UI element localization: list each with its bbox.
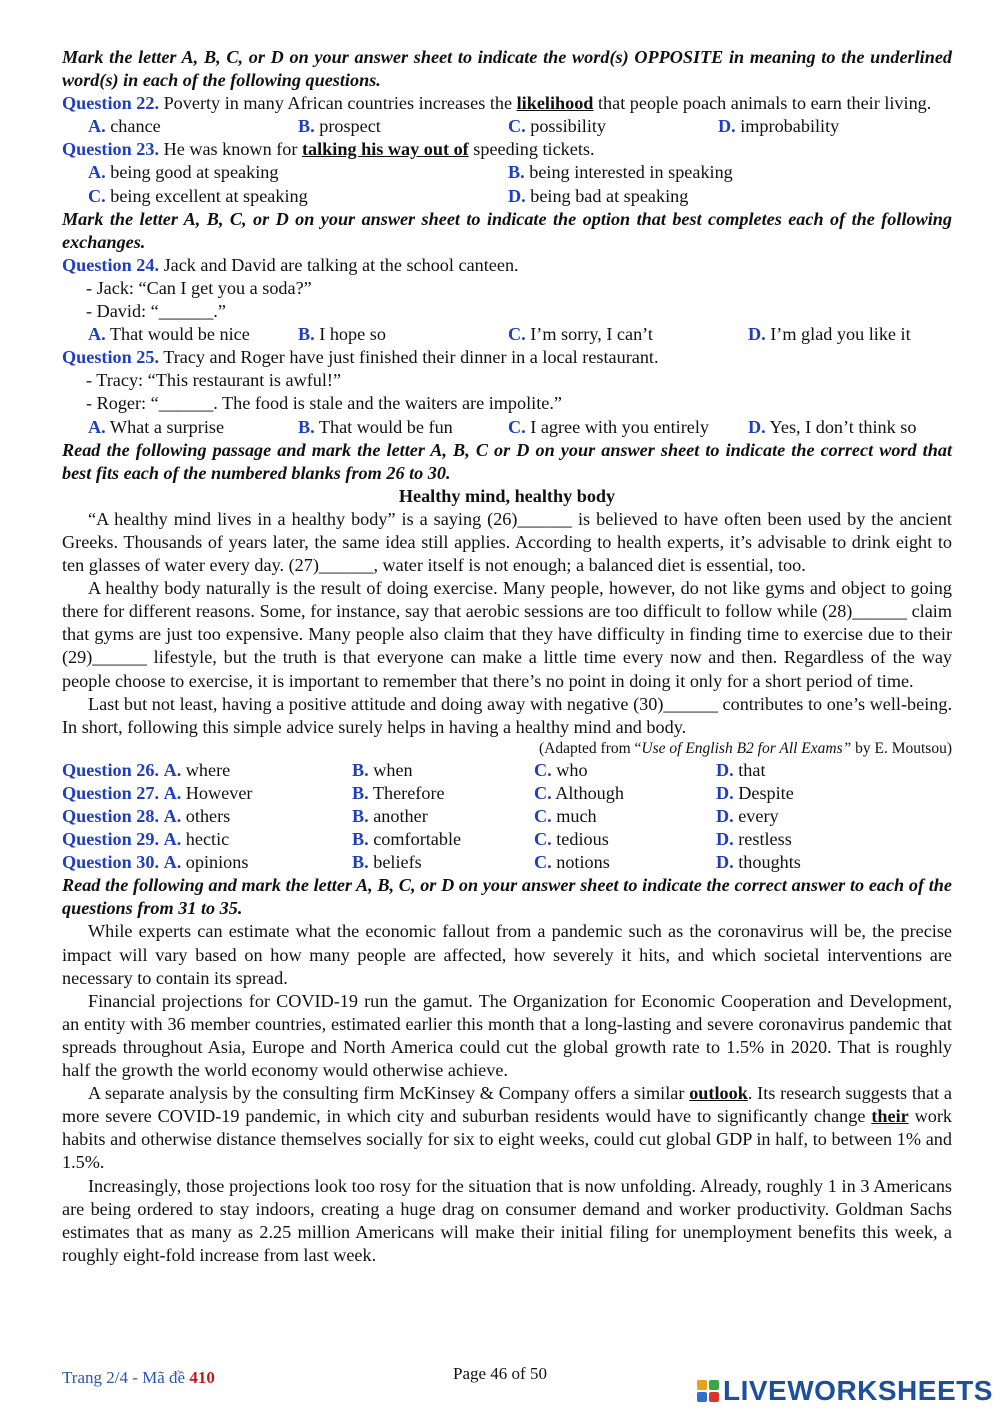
liveworksheets-logo — [697, 1377, 993, 1405]
option-b[interactable]: B. being interested in speaking — [508, 162, 733, 183]
logo-grid-icon — [697, 1380, 719, 1402]
question-23: Question 23. He was known for talking his way out of speeding tickets. — [62, 139, 595, 160]
option-b[interactable]: B. comfortable — [352, 829, 462, 850]
option-b[interactable]: B. prospect — [298, 116, 381, 137]
dialogue-line: - Roger: “______. The food is stale and the waiters are impolite.” — [86, 393, 562, 414]
question-22: Question 22. Poverty in many African countries increases the likelihood that people poach animals to earn their living. — [62, 93, 932, 114]
option-d[interactable]: D. I’m glad you like it — [748, 324, 911, 345]
option-a[interactable]: Question 26. A. where — [62, 759, 231, 780]
passage-paragraph: “A healthy mind lives in a healthy body” is a saying (26)______ is believed to have often been used by the ancient Greeks. Thousands of years later, the same idea still applies. According to health experts, it’s advisable to drink eight to ten glasses of water every day. (27)______, water itself is not enough; a balanced diet is essential, too. — [62, 508, 952, 576]
question-23-options-row1 — [62, 161, 952, 184]
option-d[interactable]: D. that — [716, 759, 766, 780]
passage-paragraph: Financial projections for COVID-19 run the gamut. The Organization for Economic Cooperation and Development, an entity with 36 member countries, estimated earlier this month that a long-lasting and severe coronavirus pandemic that spreads throughout Asia, Europe and North America could cut the global growth rate to 1.5% in 2020. That is roughly half the growth the world economy would otherwise achieve. — [62, 990, 952, 1081]
underlined-word: their — [871, 1106, 909, 1127]
option-c[interactable]: C. being excellent at speaking — [88, 185, 308, 206]
dialogue-line: - Tracy: “This restaurant is awful!” — [86, 370, 342, 391]
exam-code: 410 — [189, 1368, 215, 1387]
option-d[interactable]: D. every — [716, 806, 779, 826]
logo-text: LIVEWORKSHEETS — [723, 1375, 993, 1406]
option-b[interactable]: B. beliefs — [352, 852, 422, 873]
question-number: Question 25. — [62, 347, 160, 368]
question-25-options — [62, 416, 952, 439]
passage-paragraph: Last but not least, having a positive attitude and doing away with negative (30)______ contributes to one’s well-being. In short, following this simple advice surely helps in having a healthy mind and body. — [62, 693, 952, 737]
question-24: Question 24. Jack and David are talking at the school canteen. — [62, 254, 519, 275]
question-number: Question 24. — [62, 254, 160, 275]
instruction-cloze: Read the following passage and mark the letter A, B, C or D on your answer sheet to indicate the correct word that best fits each of the numbered blanks from 26 to 30. — [62, 439, 952, 483]
instruction-exchanges: Mark the letter A, B, C, or D on your answer sheet to indicate the option that best completes each of the following exchanges. — [62, 208, 952, 252]
cloze-options-grid — [62, 759, 952, 874]
passage-paragraph: Increasingly, those projections look too rosy for the situation that is now unfolding. Already, roughly 1 in 3 Americans are being ordered to stay indoors, creating a huge drag on consumer demand and worker productivity. Goldman Sachs estimates that as many as 2.25 million Americans will make their initial filing for unemployment benefits this week, a roughly eight-fold increase from last week. — [62, 1175, 952, 1265]
question-28-row — [62, 805, 952, 828]
option-d[interactable]: D. restless — [716, 829, 792, 850]
option-d[interactable]: D. Yes, I don’t think so — [748, 416, 917, 437]
option-a[interactable]: Question 27. A. However — [62, 782, 253, 803]
option-a[interactable]: Question 30. A. opinions — [62, 852, 249, 873]
passage-source: (Adapted from “Use of English B2 for All Exams” by E. Moutsou) — [538, 739, 952, 757]
option-c[interactable]: C. who — [534, 759, 588, 780]
option-a[interactable]: A. being good at speaking — [88, 162, 279, 183]
underlined-phrase: talking his way out of — [301, 139, 469, 160]
option-c[interactable]: C. I’m sorry, I can’t — [508, 324, 653, 345]
option-a[interactable]: Question 28. A. others — [62, 806, 231, 826]
passage-paragraph: A separate analysis by the consulting firm McKinsey & Company offers a similar outlook. Its research suggests that a more severe COVID-19 pandemic, in which city and suburban residents would have to significantly change their work habits and otherwise distance themselves socially for six to eight weeks, could cut global GDP in half, to between 1% and 1.5%. — [62, 1083, 953, 1173]
option-d[interactable]: D. thoughts — [716, 852, 801, 873]
option-c[interactable]: C. Although — [534, 782, 624, 803]
passage-title: Healthy mind, healthy body — [398, 485, 616, 506]
option-b[interactable]: B. Therefore — [352, 782, 445, 803]
question-22-options — [62, 115, 952, 138]
question-26-row — [62, 759, 952, 782]
worksheet-page — [62, 46, 952, 1267]
instruction-reading: Read the following and mark the letter A, B, C, or D on your answer sheet to indicate the correct answer to each of the questions from 31 to 35. — [62, 875, 952, 919]
underlined-word: likelihood — [516, 93, 594, 114]
question-25: Question 25. Tracy and Roger have just finished their dinner in a local restaurant. — [62, 347, 659, 368]
instruction-opposite: Mark the letter A, B, C, or D on your answer sheet to indicate the word(s) OPPOSITE in meaning to the underlined word(s) in each of the following questions. — [62, 47, 952, 91]
passage-paragraph: While experts can estimate what the economic fallout from a pandemic such as the coronavirus will be, the precise impact will vary based on how many people are affected, how severely it hits, and which societal interventions are necessary to contain its spread. — [62, 921, 952, 988]
dialogue-line: - Jack: “Can I get you a soda?” — [86, 277, 312, 298]
question-number: Question 22. — [62, 93, 160, 114]
option-b[interactable]: B. another — [352, 806, 428, 826]
option-a[interactable]: A. What a surprise — [88, 416, 225, 437]
option-d[interactable]: D. Despite — [716, 782, 794, 803]
underlined-word: outlook — [689, 1083, 748, 1104]
option-a[interactable]: A. chance — [88, 116, 161, 137]
option-a[interactable]: A. That would be nice — [88, 324, 250, 345]
question-30-row — [62, 851, 952, 874]
option-c[interactable]: C. possibility — [508, 116, 607, 137]
option-c[interactable]: C. much — [534, 806, 597, 826]
question-29-row — [62, 828, 952, 851]
passage-paragraph: A healthy body naturally is the result of doing exercise. Many people, however, do not like gyms and object to going there for different reasons. Some, for instance, say that aerobic sessions are too difficult to follow while (28)______ claim that gyms are just too expensive. Many people also claim that they have difficulty in finding time to exercise due to their (29)______ lifestyle, but the truth is that everyone can make a little time every now and then. Regardless of the way people choose to exercise, it is important to remember that there’s no point in doing it only for a short period of time. — [62, 578, 952, 691]
option-b[interactable]: B. That would be fun — [298, 416, 453, 437]
page-number: Page 46 of 50 — [453, 1364, 547, 1383]
question-27-row — [62, 782, 952, 805]
option-c[interactable]: C. I agree with you entirely — [508, 416, 710, 437]
option-c[interactable]: C. notions — [534, 852, 610, 873]
question-23-options-row2 — [62, 185, 952, 208]
option-c[interactable]: C. tedious — [534, 829, 609, 850]
option-a[interactable]: Question 29. A. hectic — [62, 829, 230, 850]
option-d[interactable]: D. being bad at speaking — [508, 185, 689, 206]
option-b[interactable]: B. when — [352, 759, 413, 780]
dialogue-line: - David: “______.” — [86, 301, 226, 322]
option-d[interactable]: D. improbability — [718, 116, 840, 137]
footer-page-code: Trang 2/4 - Mã đề 410 — [62, 1368, 215, 1387]
question-number: Question 23. — [62, 139, 160, 160]
question-24-options — [62, 323, 952, 346]
option-b[interactable]: B. I hope so — [298, 324, 386, 345]
